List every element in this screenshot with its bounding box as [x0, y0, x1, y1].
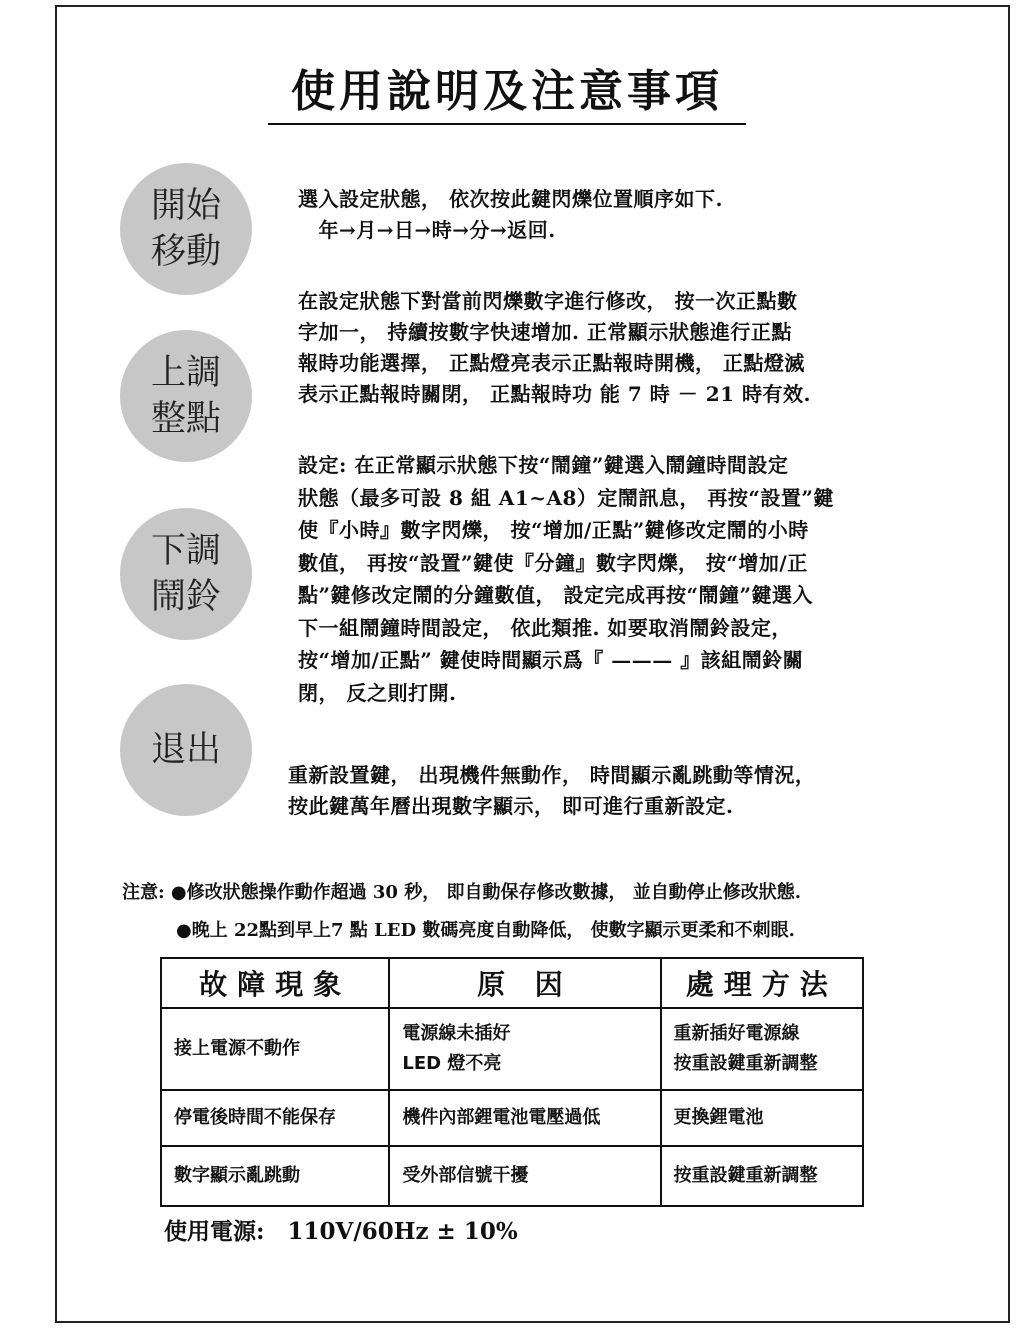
fix-line: 按重設鍵重新調整 [673, 1053, 818, 1074]
notes [122, 874, 801, 950]
header-symptom: 故障現象 [161, 958, 389, 1008]
header-fix: 處理方法 [661, 958, 863, 1008]
cause-line: LED 燈不亮 [402, 1053, 502, 1074]
badge-line2: 移動 [150, 232, 221, 272]
badge-line1: 下調 [150, 531, 221, 571]
note-line: ●晚上 22點到早上7 點 LED 數碼亮度自動降低， 使數字顯示更柔和不刺眼. [122, 920, 795, 941]
badge-line2: 鬧鈴 [150, 577, 221, 617]
cause-cell: 受外部信號干擾 [389, 1146, 660, 1206]
text-line: 表示正點報時關閉， 正點報時功 能 7 時 － 21 時有效. [298, 382, 811, 406]
fix-cell: 按重設鍵重新調整 [661, 1146, 863, 1206]
up-hour-badge [120, 330, 252, 462]
page-title: 使用說明及注意事項 [291, 66, 723, 117]
cause-cell [389, 1008, 660, 1090]
troubleshooting-table [160, 957, 864, 1207]
table-header-row [161, 958, 863, 1008]
text-line: 狀態（最多可設 8 組 A1~A8）定鬧訊息， 再按“設置”鍵 [298, 485, 834, 510]
text-line: 設定: 在正常顯示狀態下按“鬧鐘”鍵選入鬧鐘時間設定 [298, 453, 789, 477]
badge-line1: 退出 [150, 730, 221, 770]
table-row [161, 1090, 863, 1146]
start-move-description [298, 184, 723, 246]
cause-line: 電源線未插好 [402, 1023, 511, 1044]
fix-cell: 更換鋰電池 [661, 1090, 863, 1146]
power-spec: 使用電源: 110V/60Hz ± 10% [164, 1218, 518, 1245]
badge-line1: 上調 [150, 353, 221, 393]
exit-description [288, 760, 815, 822]
text-line: 點”鍵修改定鬧的分鐘數值， 設定完成再按“鬧鐘”鍵選入 [298, 583, 813, 607]
exit-badge [120, 684, 252, 816]
text-line: 下一組鬧鐘時間設定， 依此類推. 如要取消鬧鈴設定， [298, 615, 792, 640]
fix-line: 重新插好電源線 [673, 1023, 800, 1044]
cause-cell: 機件內部鋰電池電壓過低 [389, 1090, 660, 1146]
title-underline [268, 123, 746, 125]
text-line: 按此鍵萬年曆出現數字顯示， 即可進行重新設定. [288, 794, 734, 818]
fix-cell [661, 1008, 863, 1090]
badge-line1: 開始 [150, 186, 221, 226]
table-row [161, 1146, 863, 1206]
badge-line2: 整點 [150, 399, 221, 439]
text-line: 在設定狀態下對當前閃爍數字進行修改， 按一次正點數 [298, 289, 798, 313]
symptom-cell: 數字顯示亂跳動 [161, 1146, 389, 1206]
text-line: 使『小時』數字閃爍， 按“增加/正點”鍵修改定鬧的小時 [298, 518, 809, 542]
note-line: 注意: ●修改狀態操作動作超過 30 秒， 即自動保存修改數據， 並自動停止修改狀態. [122, 882, 801, 903]
symptom-cell: 接上電源不動作 [161, 1008, 389, 1090]
text-line: 報時功能選擇， 正點燈亮表示正點報時開機， 正點燈滅 [298, 351, 805, 375]
text-line: 年→月→日→時→分→返回. [298, 218, 556, 242]
up-hour-description [298, 286, 811, 410]
header-cause: 原 因 [389, 958, 660, 1008]
text-line: 字加一， 持續按數字快速增加. 正常顯示狀態進行正點 [298, 320, 792, 344]
text-line: 選入設定狀態， 依次按此鍵閃爍位置順序如下. [298, 187, 723, 211]
table-row [161, 1008, 863, 1090]
down-alarm-description [298, 449, 834, 709]
text-line: 數值， 再按“設置”鍵使『分鐘』數字閃爍， 按“增加/正 [298, 550, 808, 575]
text-line: 閉， 反之則打開. [298, 680, 457, 705]
text-line: 重新設置鍵， 出現機件無動作， 時間顯示亂跳動等情況， [288, 763, 816, 787]
start-move-badge [120, 163, 252, 295]
symptom-cell: 停電後時間不能保存 [161, 1090, 389, 1146]
text-line: 按“增加/正點” 鍵使時間顯示爲『 ——— 』該組鬧鈴關 [298, 648, 804, 672]
down-alarm-badge [120, 508, 252, 640]
